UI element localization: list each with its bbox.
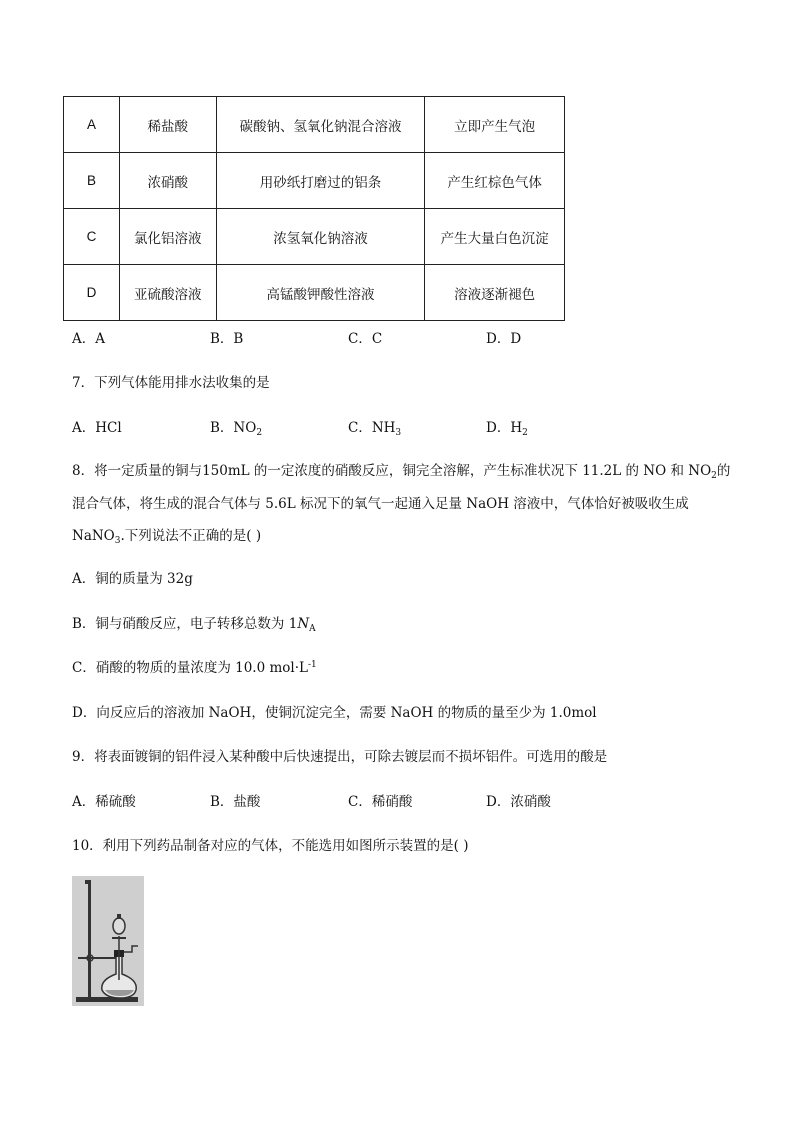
reagent-cell: 氯化铝溶液 xyxy=(119,209,216,265)
question-10-stem: 10．利用下列药品制备对应的气体，不能选用如图所示装置的是( ) xyxy=(72,838,469,854)
question-8-line-2: 混合气体，将生成的混合气体与 5.6L 标况下的氧气一起通入足量 NaOH 溶液中，气体恰好被吸收生成 xyxy=(72,496,689,512)
option-c[interactable]: C．C xyxy=(348,331,383,347)
row-label: B xyxy=(64,153,120,209)
row-label: A xyxy=(64,97,120,153)
table-row xyxy=(64,209,565,265)
question-9-stem: 9．将表面镀铜的铝件浸入某种酸中后快速提出，可除去镀层而不损坏铝件。可选用的酸是 xyxy=(72,749,608,765)
reagent-table xyxy=(63,96,565,321)
lab-apparatus-icon xyxy=(72,876,144,1006)
question-8-option-d[interactable]: D．向反应后的溶液加 NaOH，使铜沉淀完全，需要 NaOH 的物质的量至少为 1.0mol xyxy=(72,705,597,721)
table-row xyxy=(64,153,565,209)
phenomenon-cell: 产生大量白色沉淀 xyxy=(425,209,565,265)
option-a[interactable]: A．A xyxy=(72,331,105,347)
subscript: 3 xyxy=(395,428,402,438)
target-cell: 用砂纸打磨过的铝条 xyxy=(216,153,425,209)
question-8-line-3: NaNO$_3$.下列说法不正确的是( ) xyxy=(72,528,262,546)
target-cell: 浓氢氧化钠溶液 xyxy=(216,209,425,265)
phenomenon-cell: 立即产生气泡 xyxy=(425,97,565,153)
option-b[interactable]: B．盐酸 xyxy=(210,794,261,810)
phenomenon-cell: 产生红棕色气体 xyxy=(425,153,565,209)
option-d[interactable]: D．$H_2$ xyxy=(486,420,528,438)
subscript: 2 xyxy=(711,471,717,481)
reagent-cell: 浓硝酸 xyxy=(119,153,216,209)
option-d[interactable]: D．D xyxy=(486,331,522,347)
option-c[interactable]: C．$NH_3$ xyxy=(348,420,402,438)
apparatus-figure xyxy=(72,876,144,1006)
question-9-options xyxy=(72,790,672,810)
row-label: C xyxy=(64,209,120,265)
target-cell: 碳酸钠、氢氧化钠混合溶液 xyxy=(216,97,425,153)
subscript: 3 xyxy=(114,536,121,546)
question-8-option-b[interactable]: B．铜与硝酸反应，电子转移总数为 $1N_A$ xyxy=(72,616,316,634)
option-a[interactable]: A．HCl xyxy=(72,420,122,436)
option-c[interactable]: C．稀硝酸 xyxy=(348,794,413,810)
table-row xyxy=(64,97,565,153)
question-8-line-1: 8．将一定质量的铜与150mL 的一定浓度的硝酸反应，铜完全溶解，产生标准状况下 11.2L 的 NO 和 $NO_2$的 xyxy=(72,463,731,481)
row-label: D xyxy=(64,265,120,321)
superscript: -1 xyxy=(307,660,317,670)
reagent-cell: 亚硫酸溶液 xyxy=(119,265,216,321)
table-question-options xyxy=(72,327,672,347)
subscript: 2 xyxy=(256,428,263,438)
question-7-stem: 7．下列气体能用排水法收集的是 xyxy=(72,375,270,391)
option-b[interactable]: B．$NO_2$ xyxy=(210,420,263,438)
reagent-cell: 稀盐酸 xyxy=(119,97,216,153)
question-8-option-a[interactable]: A．铜的质量为 32g xyxy=(72,571,193,587)
question-8-option-c[interactable]: C．硝酸的物质的量浓度为 10.0 $mol\cdot L^{-1}$ xyxy=(72,660,317,676)
subscript: A xyxy=(309,624,316,634)
table-row xyxy=(64,265,565,321)
question-7-options xyxy=(72,416,672,436)
subscript: 2 xyxy=(522,428,528,438)
option-d[interactable]: D．浓硝酸 xyxy=(486,794,551,810)
target-cell: 高锰酸钾酸性溶液 xyxy=(216,265,425,321)
option-b[interactable]: B．B xyxy=(210,331,244,347)
option-a[interactable]: A．稀硫酸 xyxy=(72,794,136,810)
phenomenon-cell: 溶液逐渐褪色 xyxy=(425,265,565,321)
